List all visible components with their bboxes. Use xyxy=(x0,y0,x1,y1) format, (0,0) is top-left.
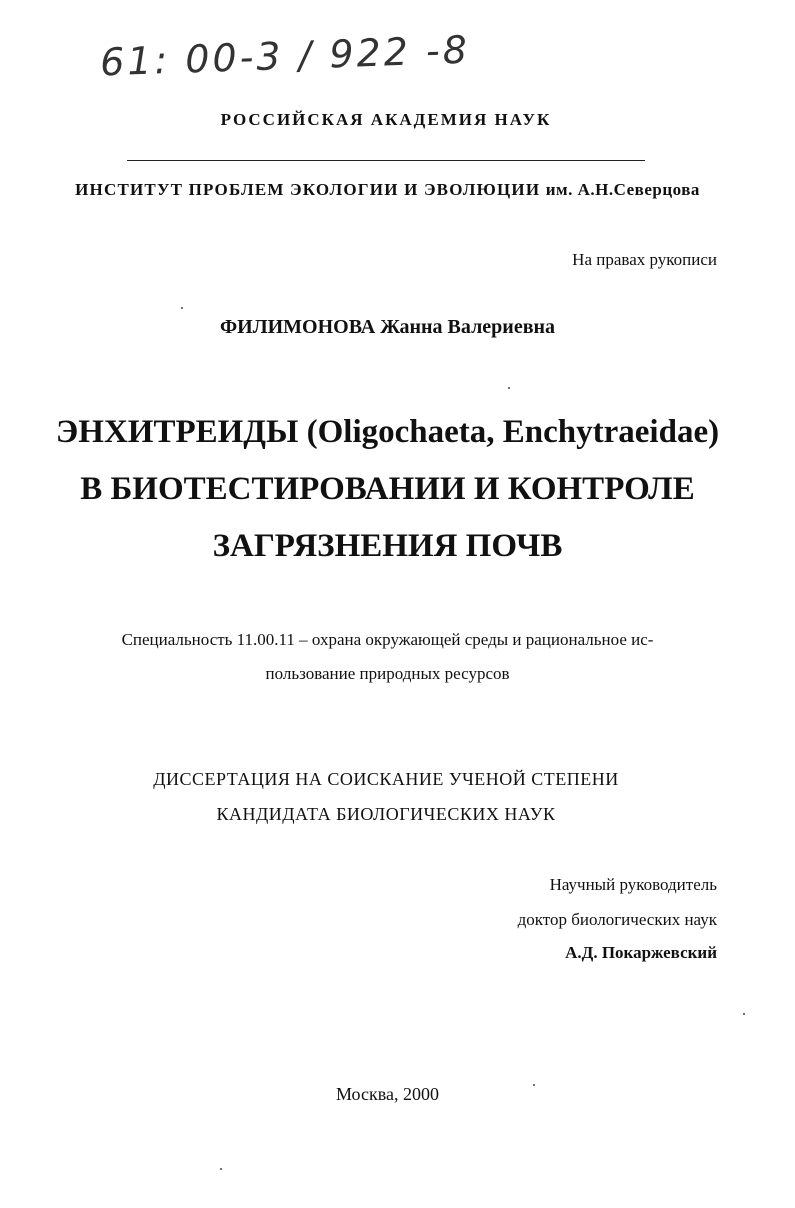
institute-heading xyxy=(0,180,775,200)
rights-note: На правах рукописи xyxy=(572,250,717,269)
supervisor-degree: доктор биологических наук xyxy=(517,910,717,929)
supervisor-role: Научный руководитель xyxy=(549,875,717,894)
dissertation-line-1: ДИССЕРТАЦИЯ НА СОИСКАНИЕ УЧЕНОЙ СТЕПЕНИ xyxy=(153,769,619,789)
title-line-3: ЗАГРЯЗНЕНИЯ ПОЧВ xyxy=(212,528,563,564)
institute-suffix: им. А.Н.Северцова xyxy=(545,180,700,199)
city-year: Москва, 2000 xyxy=(336,1084,439,1104)
title-line-2: В БИОТЕСТИРОВАНИИ И КОНТРОЛЕ xyxy=(80,471,695,507)
author-name: ФИЛИМОНОВА Жанна Валериевна xyxy=(219,316,556,338)
scan-speck xyxy=(181,307,183,309)
scan-speck xyxy=(508,387,510,389)
title-line-1: ЭНХИТРЕИДЫ (Oligochaeta, Enchytraeidae) xyxy=(55,414,720,450)
handwritten-archive-code: 61: 00-3 / 922 -8 xyxy=(99,27,471,85)
scan-speck xyxy=(533,1084,535,1086)
academy-heading: РОССИЙСКАЯ АКАДЕМИЯ НАУК xyxy=(220,110,552,129)
supervisor-name: А.Д. Покаржевский xyxy=(565,943,717,962)
header-divider xyxy=(127,160,645,161)
scan-speck xyxy=(220,1168,222,1170)
specialty-line-2: пользование природных ресурсов xyxy=(265,664,510,683)
scan-speck xyxy=(743,1013,745,1015)
institute-name: ИНСТИТУТ ПРОБЛЕМ ЭКОЛОГИИ И ЭВОЛЮЦИИ xyxy=(75,180,541,199)
dissertation-line-2: КАНДИДАТА БИОЛОГИЧЕСКИХ НАУК xyxy=(216,804,556,824)
specialty-line-1: Специальность 11.00.11 – охрана окружающей среды и рациональное ис- xyxy=(121,630,654,649)
